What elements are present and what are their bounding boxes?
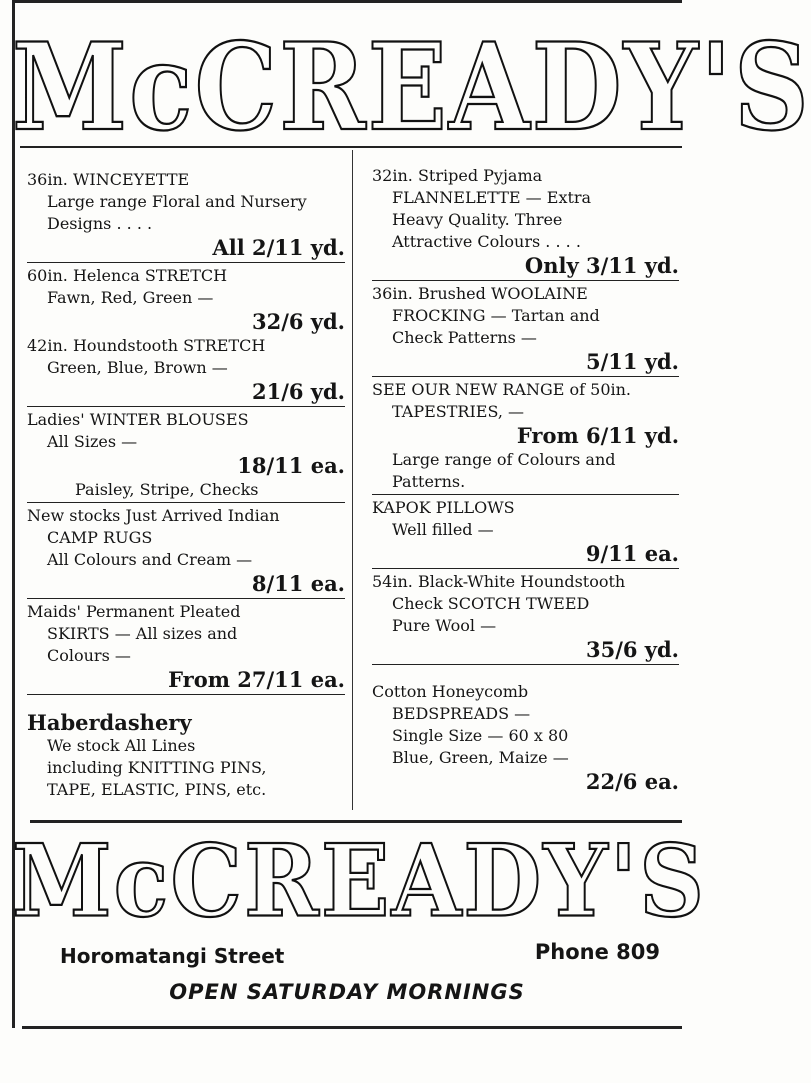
item-line: FLANNELETTE — Extra — [392, 188, 592, 207]
item-line: TAPE, ELASTIC, PINS, etc. — [47, 780, 267, 799]
item-line: Designs . . . . — [47, 214, 153, 233]
item-line: 36in. Brushed WOOLAINE — [372, 284, 588, 303]
item-price: 21/6 yd. — [251, 379, 345, 404]
item-price: 9/11 ea. — [585, 541, 679, 566]
item-line: 42in. Houndstooth STRETCH — [27, 336, 266, 355]
item-price: From 6/11 yd. — [516, 423, 679, 448]
item-line: 36in. WINCEYETTE — [27, 170, 190, 189]
item-line: SKIRTS — All sizes and — [47, 624, 238, 643]
item-line: Maids' Permanent Pleated — [27, 602, 241, 621]
item-line: Green, Blue, Brown — — [47, 358, 228, 377]
item-price: 35/6 yd. — [585, 637, 679, 662]
item-line: SEE OUR NEW RANGE of 50in. — [372, 380, 632, 399]
haberdashery-section — [27, 695, 345, 802]
item-line: Check SCOTCH TWEED — [392, 594, 590, 613]
haberdashery-heading: Haberdashery — [27, 710, 192, 735]
top-border — [12, 0, 682, 3]
item-line: Check Patterns — — [392, 328, 537, 347]
street-address: Horomatangi Street — [60, 944, 285, 968]
item-line: Pure Wool — — [392, 616, 497, 635]
item-line: Large range of Colours and — [392, 450, 616, 469]
left-column — [27, 167, 345, 802]
item-price: 5/11 yd. — [585, 349, 679, 374]
item-line: Paisley, Stripe, Checks — [75, 480, 259, 499]
item-line: 32in. Striped Pyjama — [372, 166, 543, 185]
item-winceyette — [27, 167, 345, 263]
item-line: New stocks Just Arrived Indian — [27, 506, 280, 525]
item-line: FROCKING — Tartan and — [392, 306, 600, 325]
brand-title-bottom: McCREADY'S — [12, 823, 707, 940]
item-line: BEDSPREADS — — [392, 704, 531, 723]
item-line: Patterns. — [392, 472, 466, 491]
item-price: 22/6 ea. — [585, 769, 679, 794]
item-line: TAPESTRIES, — — [392, 402, 525, 421]
item-line: including KNITTING PINS, — [47, 758, 267, 777]
item-skirts — [27, 599, 345, 695]
right-column — [372, 163, 679, 796]
item-line: 60in. Helenca STRETCH — [27, 266, 228, 285]
item-line: Large range Floral and Nursery — [47, 192, 307, 211]
item-line: All Colours and Cream — — [47, 550, 253, 569]
column-divider — [352, 150, 353, 810]
advertisement-frame — [12, 0, 811, 1030]
item-line: Colours — — [47, 646, 131, 665]
item-line: Cotton Honeycomb — [372, 682, 529, 701]
item-price: All 2/11 yd. — [212, 235, 345, 260]
item-line: Attractive Colours . . . . — [392, 232, 581, 251]
bottom-border — [22, 1026, 682, 1029]
item-line: Heavy Quality. Three — [392, 210, 563, 229]
item-line: Ladies' WINTER BLOUSES — [27, 410, 249, 429]
item-line: Single Size — 60 x 80 — [392, 726, 569, 745]
item-stretch — [27, 263, 345, 407]
item-line: Fawn, Red, Green — — [47, 288, 214, 307]
item-kapok-pillows — [372, 495, 679, 569]
item-line: 54in. Black-White Houndstooth — [372, 572, 626, 591]
phone-number: Phone 809 — [534, 940, 660, 964]
item-price: Only 3/11 yd. — [524, 253, 679, 278]
item-woolaine — [372, 281, 679, 377]
item-line: We stock All Lines — [47, 736, 196, 755]
item-line: Well filled — — [392, 520, 494, 539]
item-blouses — [27, 407, 345, 503]
item-line: All Sizes — — [47, 432, 138, 451]
header-divider — [20, 146, 682, 148]
item-price: 8/11 ea. — [251, 571, 345, 596]
item-camp-rugs — [27, 503, 345, 599]
item-bedspreads — [372, 679, 679, 796]
brand-title-top: McCREADY'S — [12, 16, 811, 158]
item-price: 18/11 ea. — [237, 453, 345, 478]
item-scotch-tweed — [372, 569, 679, 665]
item-price: 32/6 yd. — [251, 309, 345, 334]
item-price: From 27/11 ea. — [168, 667, 345, 692]
item-line: KAPOK PILLOWS — [372, 498, 515, 517]
item-tapestries — [372, 377, 679, 495]
item-flannelette — [372, 163, 679, 281]
item-line: Blue, Green, Maize — — [392, 748, 569, 767]
opening-hours: OPEN SATURDAY MORNINGS — [169, 980, 525, 1004]
item-line: CAMP RUGS — [47, 528, 153, 547]
